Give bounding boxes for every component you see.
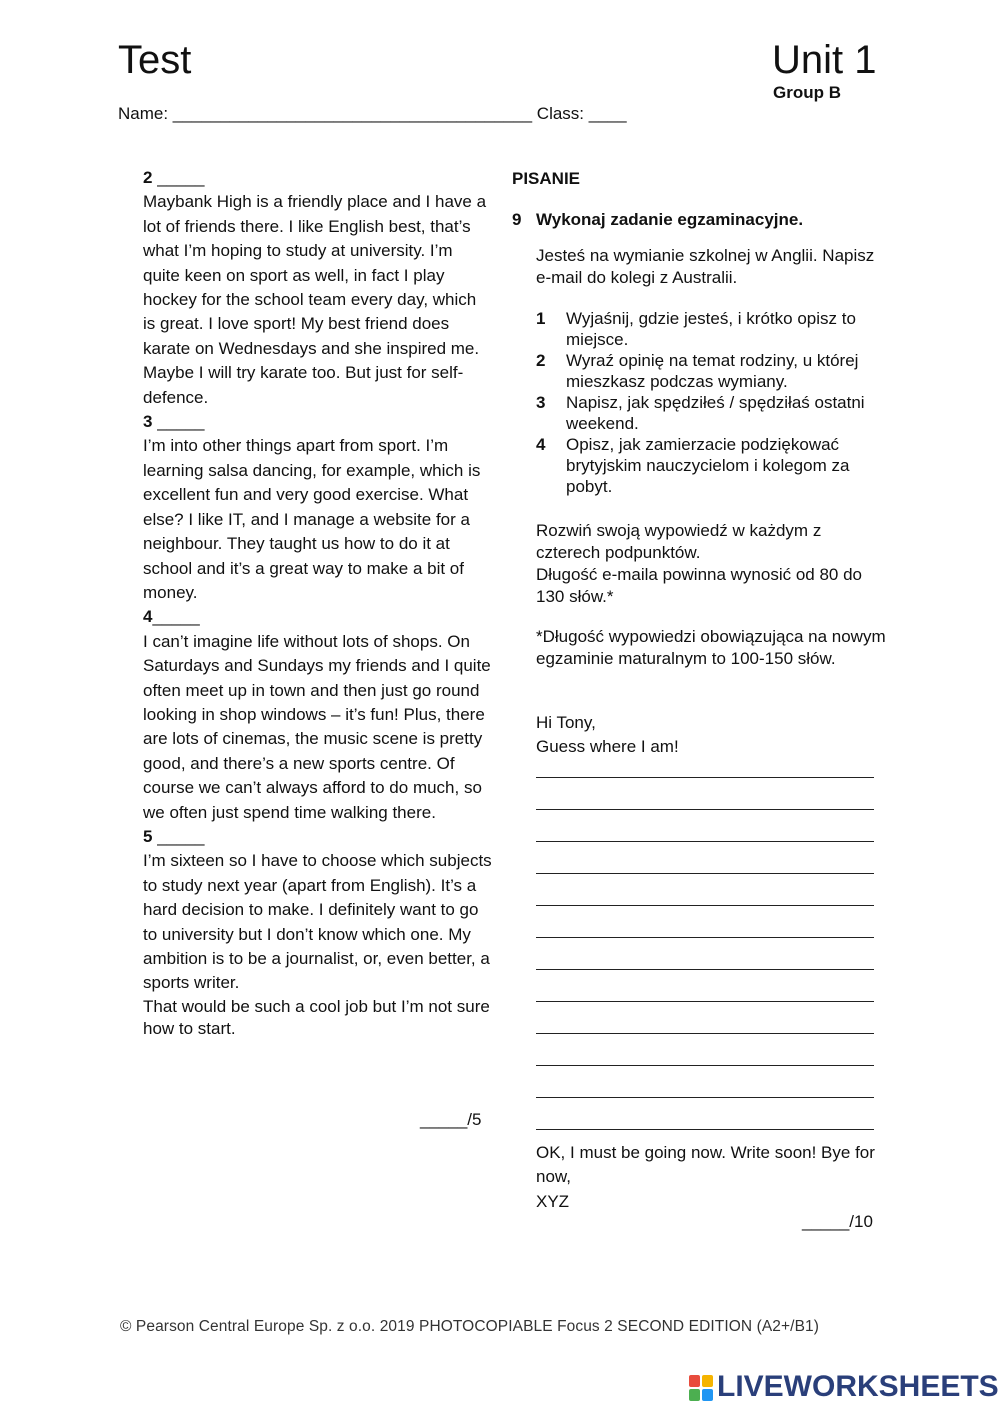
- list-item: 4 Opisz, jak zamierzacie podziękować brytyjskim nauczycielom i kolegom za pobyt.: [536, 435, 850, 496]
- list-item: 2 Wyraź opinię na temat rodziny, u której mieszkasz podczas wymiany.: [536, 351, 859, 391]
- name-class-line[interactable]: Name: ______________________________________ Class: ____: [118, 104, 627, 123]
- liveworksheets-logo-text[interactable]: LIVEWORKSHEETS: [717, 1370, 999, 1403]
- closing-text: That would be such a cool job but I’m not sure how to start.: [143, 996, 490, 1038]
- writing-heading: PISANIE: [512, 169, 581, 188]
- writing-line[interactable]: [536, 841, 874, 842]
- length-text: Długość e-maila powinna wynosić od 80 do 130 słów.*: [536, 565, 863, 606]
- signature: XYZ: [536, 1191, 570, 1211]
- develop-text: Rozwiń swoją wypowiedź w każdym z czterech podpunktów.: [536, 521, 822, 562]
- greeting: Hi Tony,: [536, 713, 596, 732]
- answer-blank[interactable]: _____: [157, 826, 205, 846]
- opening: Guess where I am!: [536, 737, 679, 757]
- writing-line[interactable]: [536, 1001, 874, 1002]
- writing-line[interactable]: [536, 905, 874, 906]
- paragraph-text: I’m into other things apart from sport. I’m learning salsa dancing, for example, which is excellent fun and very good exercise. What else? I like IT, and I manage a website for a neighbour. They taught us how to do it at school and it’s a great way to make a bit of money.: [143, 436, 481, 602]
- task-points: [536, 308, 886, 497]
- writing-line[interactable]: [536, 873, 874, 874]
- answer-blank[interactable]: _____: [157, 412, 205, 432]
- paragraph-text: I’m sixteen so I have to choose which subjects to study next year (apart from English). It’s a hard decision to make. I definitely want to go to university but I don’t know which one. My ambition is to be a journalist, or, even better, a sports writer.: [143, 851, 492, 993]
- paragraph-number: 3: [143, 412, 153, 432]
- paragraph-number: 2: [143, 168, 153, 187]
- email-end: [536, 1141, 886, 1214]
- page-title: Test: [118, 38, 192, 82]
- writing-line[interactable]: [536, 969, 874, 970]
- reading-score[interactable]: _____/5: [420, 1110, 482, 1129]
- writing-line[interactable]: [536, 937, 874, 938]
- writing-line[interactable]: [536, 1065, 874, 1066]
- answer-blank[interactable]: _____: [157, 168, 205, 187]
- task-intro: Jesteś na wymianie szkolnej w Anglii. Napisz e-mail do kolegi z Australii.: [536, 246, 875, 287]
- copyright: © Pearson Central Europe Sp. z o.o. 2019 PHOTOCOPIABLE Focus 2 SECOND EDITION (A2+/B1): [120, 1318, 820, 1335]
- answer-blank[interactable]: _____: [152, 607, 200, 627]
- writing-score[interactable]: _____/10: [802, 1212, 873, 1231]
- writing-line[interactable]: [536, 1097, 874, 1098]
- liveworksheets-logo-icon: [689, 1375, 713, 1401]
- list-item: 3 Napisz, jak spędziłeś / spędziłaś ostatni weekend.: [536, 393, 865, 433]
- task-title: Wykonaj zadanie egzaminacyjne.: [536, 210, 804, 229]
- email-start: [536, 711, 679, 760]
- writing-line[interactable]: [536, 809, 874, 810]
- paragraph-number: 5: [143, 826, 153, 846]
- paragraph-text: I can’t imagine life without lots of shops. On Saturdays and Sundays my friends and I quite often meet up in town and then just go round looking in shop windows – it’s fun! Plus, there are lots of cinemas, the music scene is pretty good, and there’s a new sports centre. Of course we can’t always afford to do much, so we often just spend time walking there.: [143, 631, 491, 822]
- email-closing: OK, I must be going now. Write soon! Bye for now,: [536, 1143, 875, 1187]
- task-number: 9: [512, 210, 522, 229]
- reading-section: [143, 166, 493, 1040]
- list-item: 1 Wyjaśnij, gdzie jesteś, i krótko opisz to miejsce.: [536, 309, 856, 349]
- writing-line[interactable]: [536, 777, 874, 778]
- writing-line[interactable]: [536, 1033, 874, 1034]
- unit-title: Unit 1: [772, 38, 877, 82]
- length-note: *Długość wypowiedzi obowiązująca na nowym egzaminie maturalnym to 100-150 słów.: [536, 627, 886, 668]
- instructions: [536, 520, 876, 608]
- group-label: Group B: [773, 83, 841, 102]
- writing-line[interactable]: [536, 1129, 874, 1130]
- paragraph-number: 4: [143, 607, 153, 627]
- paragraph-text: Maybank High is a friendly place and I have a lot of friends there. I like English best, that’s what I’m hoping to study at university. I’m quite keen on sport as well, in fact I play hockey for the school team every day, which is great. I love sport! My best friend does karate on Wednesdays and she inspired me. Maybe I will try karate too. But just for self-defence.: [143, 192, 487, 407]
